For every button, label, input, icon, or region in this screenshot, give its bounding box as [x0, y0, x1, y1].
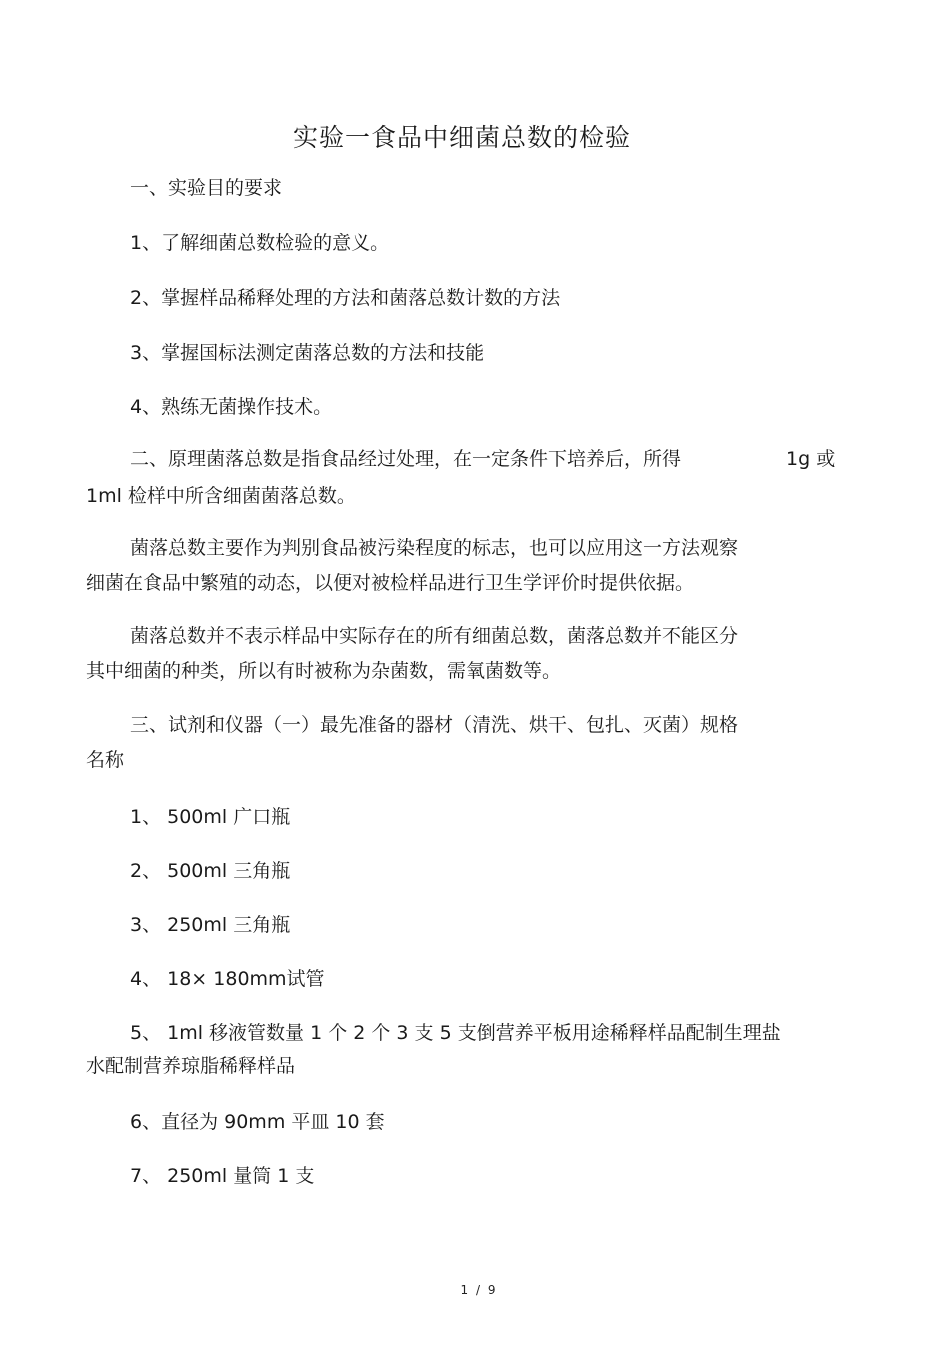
- equipment-item: 5、 1ml 移液管数量 1 个 2 个 3 支 5 支倒营养平板用途稀释样品配制生理盐: [130, 1022, 781, 1044]
- equipment-item: 4、 18× 180mm试管: [130, 968, 325, 990]
- section-heading-objectives: 一、实验目的要求: [130, 177, 283, 199]
- equipment-item: 6、直径为 90mm 平皿 10 套: [130, 1111, 385, 1133]
- equipment-item: 1、 500ml 广口瓶: [130, 806, 291, 828]
- paragraph-line: 细菌在食品中繁殖的动态，以便对被检样品进行卫生学评价时提供依据。: [86, 572, 695, 594]
- equipment-item: 2、 500ml 三角瓶: [130, 860, 291, 882]
- equipment-item-cont: 水配制营养琼脂稀释样品: [86, 1055, 296, 1077]
- page-indicator: 1 / 9: [460, 1283, 498, 1297]
- principle-paragraph-line: 1ml 检样中所含细菌菌落总数。: [86, 485, 356, 507]
- paragraph-line: 菌落总数并不表示样品中实际存在的所有细菌总数，菌落总数并不能区分: [130, 625, 739, 647]
- paragraph-line: 菌落总数主要作为判别食品被污染程度的标志，也可以应用这一方法观察: [130, 537, 739, 559]
- objective-item: 2、掌握样品稀释处理的方法和菌落总数计数的方法: [130, 287, 561, 309]
- objective-item: 3、掌握国标法测定菌落总数的方法和技能: [130, 342, 485, 364]
- section-heading-reagents-cont: 名称: [86, 749, 125, 771]
- paragraph-line: 其中细菌的种类，所以有时被称为杂菌数，需氧菌数等。: [86, 660, 562, 682]
- principle-paragraph-line: 二、原理菌落总数是指食品经过处理，在一定条件下培养后，所得: [130, 448, 682, 470]
- equipment-item: 7、 250ml 量筒 1 支: [130, 1165, 315, 1187]
- equipment-item: 3、 250ml 三角瓶: [130, 914, 291, 936]
- objective-item: 4、熟练无菌操作技术。: [130, 396, 333, 418]
- principle-paragraph-tail: 1g 或: [786, 448, 836, 470]
- section-heading-reagents: 三、试剂和仪器（一）最先准备的器材（清洗、烘干、包扎、灭菌）规格: [130, 714, 739, 736]
- objective-item: 1、了解细菌总数检验的意义。: [130, 232, 390, 254]
- document-title: 实验一食品中细菌总数的检验: [292, 123, 631, 152]
